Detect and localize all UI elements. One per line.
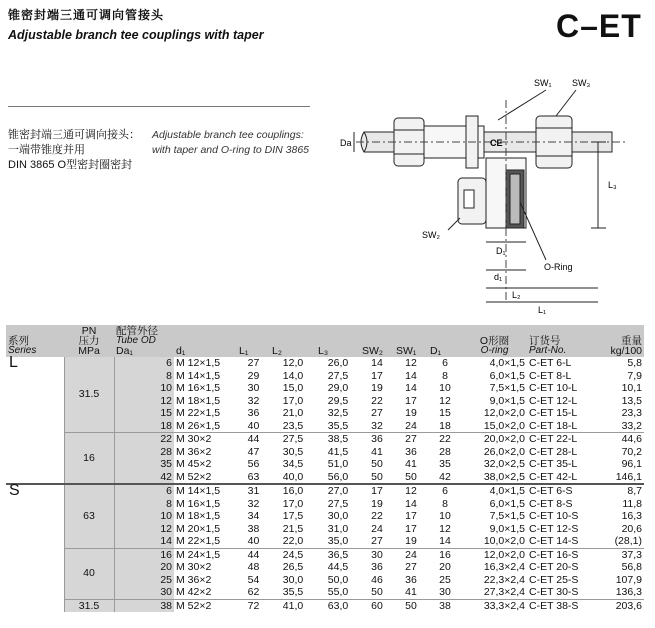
- cell-sw2: 36: [360, 433, 394, 446]
- cell-l2: 41,0: [270, 599, 316, 612]
- cell-thread: M 30×2: [176, 561, 212, 573]
- cell-od: 12: [114, 523, 174, 536]
- cell-D1: 35: [439, 458, 451, 470]
- cell-l1: 54: [247, 573, 260, 586]
- hdr-oring-zh: O形圈: [479, 335, 510, 347]
- cell-D1: 42: [439, 470, 451, 483]
- cell-sw2: 50: [371, 470, 383, 483]
- cell-od: 18: [114, 420, 174, 433]
- cell-l3: 50,0: [327, 573, 349, 586]
- cell-oring: 4,0×1,5: [489, 357, 525, 369]
- hdr-l2: L₂: [272, 345, 282, 357]
- cell-l1: 62: [247, 586, 260, 598]
- cell-weight: 107,9: [615, 573, 642, 586]
- cell-D1: 10: [439, 382, 451, 394]
- cell-oring: 10,0×2,0: [483, 535, 525, 547]
- cell-od: 12: [114, 395, 174, 408]
- cell-thread: M 36×2: [176, 573, 212, 586]
- cell-oring: 12,0×2,0: [483, 407, 525, 419]
- cell-l1: 40: [247, 419, 260, 432]
- cell-sw2: 24: [371, 522, 383, 535]
- cell-oring: 26,0×2,0: [483, 445, 525, 458]
- cell-sw1: 24: [394, 548, 428, 561]
- cell-sw2: 50: [371, 586, 383, 598]
- cell-D1: 15: [439, 407, 451, 419]
- cell-sw2: 22: [371, 394, 383, 407]
- cell-l2: 30,0: [282, 573, 304, 586]
- cell-l2: 21,0: [282, 407, 304, 419]
- cell-l1: 44: [237, 433, 270, 446]
- cell-thread: M 45×2: [176, 458, 212, 470]
- pn-cell: 31.5: [64, 357, 114, 433]
- cell-od: 42: [114, 471, 174, 485]
- hdr-pn-unit: MPa: [78, 345, 100, 357]
- cell-od: 16: [114, 548, 174, 561]
- cell-oring: 7,5×1,5: [489, 510, 525, 522]
- pn-cell: 16: [64, 433, 114, 485]
- cell-sw1: 14: [405, 497, 417, 510]
- table-row: [6, 548, 644, 561]
- cell-part: C-ET 22-L: [527, 433, 592, 446]
- cell-sw2: 32: [371, 419, 383, 432]
- cell-od: 30: [114, 586, 174, 599]
- label-L3: L₃: [608, 180, 617, 190]
- cell-weight: 10,1: [621, 382, 642, 394]
- cell-thread: M 24×1,5: [174, 548, 237, 561]
- cell-weight: 20,6: [621, 522, 642, 535]
- cell-od: 6: [114, 357, 174, 370]
- cell-l1: 72: [237, 599, 270, 612]
- cell-sw1: 17: [405, 522, 417, 535]
- cell-sw1: 36: [405, 573, 417, 586]
- cell-sw2: 30: [360, 548, 394, 561]
- cell-D1: 18: [439, 419, 451, 432]
- cell-l1: 31: [237, 484, 270, 498]
- description-english: Adjustable branch tee couplings: with taper and O-ring to DIN 3865: [152, 129, 309, 156]
- series-cell: L: [6, 357, 64, 484]
- cell-sw1: 14: [405, 369, 417, 382]
- cell-od: 10: [114, 382, 174, 395]
- cell-l3: 27,5: [327, 369, 349, 382]
- hdr-tube-en: Tube OD: [116, 335, 156, 346]
- cell-oring: 9,0×1,5: [489, 394, 525, 407]
- cell-oring: 38,0×2,5: [483, 470, 525, 483]
- cell-part: C-ET 38-S: [527, 599, 592, 612]
- cell-oring: 4,0×1,5: [462, 484, 527, 498]
- cell-od: 25: [114, 574, 174, 587]
- cell-oring: 32,0×2,5: [483, 458, 525, 470]
- cell-l2: 35,5: [282, 586, 304, 598]
- cell-l2: 17,0: [282, 497, 304, 510]
- cell-weight: 8,7: [592, 484, 644, 498]
- cell-l3: 35,0: [327, 535, 349, 547]
- cell-thread: M 30×2: [174, 433, 237, 446]
- cell-l3: 27,5: [327, 497, 349, 510]
- cell-weight: 37,3: [592, 548, 644, 561]
- cell-sw1: 27: [405, 561, 417, 573]
- title-chinese: 锥密封端三通可调向管接头: [8, 8, 165, 22]
- pn-cell: 40: [64, 548, 114, 599]
- cell-l1: 34: [247, 510, 260, 522]
- cell-weight: 16,3: [621, 510, 642, 522]
- cell-l3: 36,5: [316, 548, 360, 561]
- hdr-series-en: Series: [8, 345, 37, 356]
- cell-od: 8: [114, 498, 174, 511]
- cell-thread: M 52×2: [174, 599, 237, 612]
- cell-l2: 30,5: [282, 445, 304, 458]
- cell-od: 6: [114, 484, 174, 498]
- cell-weight: 44,6: [592, 433, 644, 446]
- cell-l3: 38,5: [316, 433, 360, 446]
- cell-D1: 6: [442, 357, 448, 369]
- cell-part: C-ET 18-L: [529, 419, 578, 432]
- cell-l1: 29: [247, 369, 260, 382]
- label-D1: D₁: [496, 246, 506, 256]
- cell-l3: 44,5: [327, 561, 349, 573]
- cell-l1: 30: [247, 382, 260, 394]
- cell-od: 8: [114, 370, 174, 383]
- cell-part: C-ET 35-L: [529, 458, 578, 470]
- cell-thread: M 14×1,5: [176, 369, 221, 382]
- cell-weight: 136,3: [615, 586, 642, 598]
- cell-thread: M 16×1,5: [176, 382, 221, 394]
- cell-weight: 11,8: [622, 497, 642, 510]
- cell-l1: 56: [247, 458, 260, 470]
- cell-D1: 20: [439, 561, 451, 573]
- cell-l3: 29,0: [327, 382, 349, 394]
- cell-part: C-ET 10-L: [529, 382, 578, 394]
- cell-sw2: 22: [371, 510, 383, 522]
- cell-sw2: 46: [371, 573, 383, 586]
- cell-l2: 17,5: [282, 510, 304, 522]
- cell-part: C-ET 20-S: [529, 561, 579, 573]
- cell-sw2: 36: [371, 561, 383, 573]
- cell-D1: 25: [439, 573, 451, 586]
- hdr-part-zh: 订货号: [529, 335, 561, 347]
- table-row: [6, 357, 644, 370]
- hdr-weight-zh: 重量: [621, 335, 642, 347]
- cell-thread: M 16×1,5: [176, 497, 221, 510]
- cell-l1: 48: [247, 561, 260, 573]
- cell-l3: 41,5: [327, 445, 349, 458]
- cell-od: 22: [114, 433, 174, 446]
- cell-thread: M 14×1,5: [174, 484, 237, 498]
- cell-oring: 22,3×2,4: [483, 573, 525, 586]
- cell-l1: 27: [247, 357, 260, 369]
- description-chinese: 锥密封端三通可调向接头： 一端带锥度并用 DIN 3865 O型密封圈密封: [8, 129, 140, 171]
- cell-l3: 27,0: [316, 484, 360, 498]
- cell-l1: 44: [237, 548, 270, 561]
- cell-thread: M 52×2: [176, 470, 212, 483]
- table-header: [6, 325, 644, 357]
- cell-part: C-ET 6-S: [527, 484, 592, 498]
- cell-part: C-ET 14-S: [529, 535, 579, 547]
- cell-oring: 6,0×1,5: [489, 497, 525, 510]
- cell-weight: 203,6: [592, 599, 644, 612]
- cell-l3: 30,0: [327, 510, 349, 522]
- cell-sw1: 41: [405, 458, 417, 470]
- cell-od: 20: [114, 561, 174, 574]
- hdr-sw1: SW₁: [396, 345, 417, 357]
- cell-sw1: 50: [394, 599, 428, 612]
- cell-D1: 16: [428, 548, 462, 561]
- cell-weight: (28,1): [614, 535, 642, 547]
- cell-od: 14: [114, 535, 174, 548]
- cell-sw1: 19: [405, 407, 417, 419]
- cell-thread: M 36×2: [176, 445, 212, 458]
- cell-l3: 51,0: [327, 458, 349, 470]
- cell-weight: 13,5: [621, 394, 642, 407]
- cell-weight: 33,2: [621, 419, 642, 432]
- cell-weight: 96,1: [621, 458, 642, 470]
- table-row: [6, 433, 644, 446]
- label-sw3: SW₃: [572, 78, 591, 88]
- label-d1: d₁: [494, 272, 503, 282]
- label-oring: O-Ring: [544, 262, 573, 272]
- technical-drawing: [336, 70, 636, 315]
- cell-thread: M 22×1,5: [176, 535, 221, 547]
- cell-thread: M 18×1,5: [176, 394, 221, 407]
- cell-part: C-ET 42-L: [529, 470, 578, 483]
- cell-l1: 38: [247, 522, 260, 535]
- cell-od: 15: [114, 407, 174, 420]
- divider: [8, 106, 310, 107]
- hdr-part-en: Part-No.: [529, 345, 567, 356]
- cell-part: C-ET 6-L: [529, 357, 572, 369]
- cell-oring: 20,0×2,0: [462, 433, 527, 446]
- cell-l2: 34,5: [282, 458, 304, 470]
- cell-l2: 16,0: [270, 484, 316, 498]
- table-body: [6, 354, 644, 612]
- cell-oring: 12,0×2,0: [462, 548, 527, 561]
- cell-l1: 40: [247, 535, 260, 547]
- cell-l3: 63,0: [316, 599, 360, 612]
- cell-l2: 12,0: [282, 357, 304, 369]
- cell-sw1: 12: [394, 484, 428, 498]
- cell-thread: M 12×1,5: [176, 357, 221, 369]
- cell-thread: M 22×1,5: [176, 407, 221, 419]
- cell-D1: 8: [442, 497, 448, 510]
- cell-sw2: 27: [371, 407, 383, 419]
- cell-oring: 33,3×2,4: [462, 599, 527, 612]
- cell-sw1: 24: [405, 419, 417, 432]
- cell-oring: 6,0×1,5: [489, 369, 525, 382]
- cell-D1: 6: [428, 484, 462, 498]
- cell-part: C-ET 25-S: [529, 573, 579, 586]
- cell-sw1: 19: [405, 535, 417, 547]
- cell-l2: 17,0: [282, 394, 304, 407]
- cell-l3: 26,0: [327, 357, 349, 369]
- cell-l2: 40,0: [282, 470, 304, 483]
- cell-od: 35: [114, 458, 174, 471]
- cell-part: C-ET 10-S: [529, 510, 579, 522]
- cell-part: C-ET 30-S: [529, 586, 579, 598]
- cell-l3: 32,5: [327, 407, 349, 419]
- cell-sw2: 19: [371, 497, 383, 510]
- hdr-oring-en: O-ring: [480, 345, 509, 356]
- cell-thread: M 18×1,5: [176, 510, 221, 522]
- cell-oring: 9,0×1,5: [489, 522, 525, 535]
- cell-D1: 38: [428, 599, 462, 612]
- cell-part: C-ET 16-S: [527, 548, 592, 561]
- title-english: Adjustable branch tee couplings with taper: [8, 28, 264, 42]
- pn-cell: 31.5: [64, 599, 114, 612]
- label-da: Da: [340, 138, 352, 148]
- cell-od: 38: [114, 599, 174, 612]
- cell-D1: 28: [439, 445, 451, 458]
- cell-oring: 15,0×2,0: [483, 419, 525, 432]
- cell-part: C-ET 28-L: [529, 445, 578, 458]
- cell-l2: 23,5: [282, 419, 304, 432]
- cell-thread: M 42×2: [176, 586, 212, 598]
- cell-weight: 56,8: [621, 561, 642, 573]
- cell-sw1: 14: [405, 382, 417, 394]
- dimension-table: [6, 325, 644, 612]
- cell-sw2: 19: [371, 382, 383, 394]
- cell-D1: 8: [442, 369, 448, 382]
- cell-thread: M 20×1,5: [176, 522, 221, 535]
- hdr-l1: L₁: [239, 345, 249, 357]
- cell-l1: 32: [247, 394, 260, 407]
- cell-sw2: 17: [360, 484, 394, 498]
- cell-l2: 21,5: [282, 522, 304, 535]
- cell-od: 10: [114, 510, 174, 523]
- cell-oring: 16,3×2,4: [483, 561, 525, 573]
- hdr-tube-zh: 配管外径: [116, 325, 158, 337]
- cell-thread: M 26×1,5: [176, 419, 221, 432]
- cell-od: 28: [114, 446, 174, 459]
- cell-sw2: 50: [371, 458, 383, 470]
- cell-D1: 22: [428, 433, 462, 446]
- cell-D1: 12: [439, 522, 451, 535]
- cell-l3: 29,5: [327, 394, 349, 407]
- label-sw2: SW₂: [422, 230, 440, 240]
- cell-sw1: 17: [405, 510, 417, 522]
- hdr-tube-sym: Da₁: [116, 345, 133, 357]
- series-cell: S: [6, 484, 64, 612]
- cell-sw2: 60: [360, 599, 394, 612]
- label-ce: CE: [490, 138, 503, 148]
- cell-l1: 36: [247, 407, 260, 419]
- cell-weight: 5,8: [627, 357, 642, 369]
- cell-l1: 47: [247, 445, 260, 458]
- label-L2: L₂: [512, 290, 521, 300]
- cell-sw1: 17: [405, 394, 417, 407]
- cell-part: C-ET 15-L: [529, 407, 578, 419]
- label-L1: L₁: [538, 305, 547, 315]
- cell-oring: 7,5×1,5: [489, 382, 525, 394]
- cell-part: C-ET 12-S: [529, 522, 579, 535]
- cell-l2: 24,5: [270, 548, 316, 561]
- cell-part: C-ET 8-L: [529, 369, 572, 382]
- hdr-pn-zh: 压力: [78, 335, 100, 347]
- cell-sw2: 14: [371, 357, 383, 369]
- cell-sw1: 12: [405, 357, 417, 369]
- cell-l3: 35,5: [327, 419, 349, 432]
- cell-l1: 63: [247, 470, 260, 483]
- cell-l3: 55,0: [327, 586, 349, 598]
- cell-sw2: 27: [371, 535, 383, 547]
- label-sw1: SW₁: [534, 78, 552, 88]
- cell-l2: 14,0: [282, 369, 304, 382]
- cell-D1: 10: [439, 510, 451, 522]
- cell-l1: 32: [247, 497, 260, 510]
- cell-sw2: 41: [371, 445, 383, 458]
- hdr-series-zh: 系列: [8, 335, 29, 347]
- cell-oring: 27,3×2,4: [483, 586, 525, 598]
- cell-weight: 23,3: [621, 407, 642, 419]
- cell-D1: 14: [439, 535, 451, 547]
- cell-l2: 22,0: [282, 535, 304, 547]
- cell-sw1: 36: [405, 445, 417, 458]
- cell-part: C-ET 12-L: [529, 394, 578, 407]
- cell-D1: 12: [439, 394, 451, 407]
- table-row: [6, 484, 644, 498]
- hdr-weight-unit: kg/100: [610, 345, 642, 357]
- cell-l2: 27,5: [270, 433, 316, 446]
- cell-l3: 56,0: [327, 470, 349, 483]
- hdr-D1: D₁: [430, 345, 442, 357]
- cell-weight: 70,2: [621, 445, 642, 458]
- cell-l2: 15,0: [282, 382, 304, 394]
- product-code: C–ET: [556, 8, 642, 44]
- hdr-l3: L₃: [318, 345, 329, 357]
- cell-D1: 30: [439, 586, 451, 598]
- cell-sw1: 50: [405, 470, 417, 483]
- cell-part: C-ET 8-S: [529, 497, 573, 510]
- cell-sw2: 17: [371, 369, 383, 382]
- table-row: [6, 599, 644, 612]
- cell-l2: 26,5: [282, 561, 304, 573]
- cell-sw1: 41: [405, 586, 417, 598]
- hdr-sw2: SW₂: [362, 345, 383, 357]
- cell-weight: 7,9: [627, 369, 642, 382]
- cell-sw1: 27: [394, 433, 428, 446]
- cell-weight: 146,1: [615, 470, 642, 483]
- hdr-d1: d₁: [176, 345, 186, 357]
- hdr-pn: PN: [81, 325, 97, 337]
- pn-cell: 63: [64, 484, 114, 548]
- cell-l3: 31,0: [327, 522, 349, 535]
